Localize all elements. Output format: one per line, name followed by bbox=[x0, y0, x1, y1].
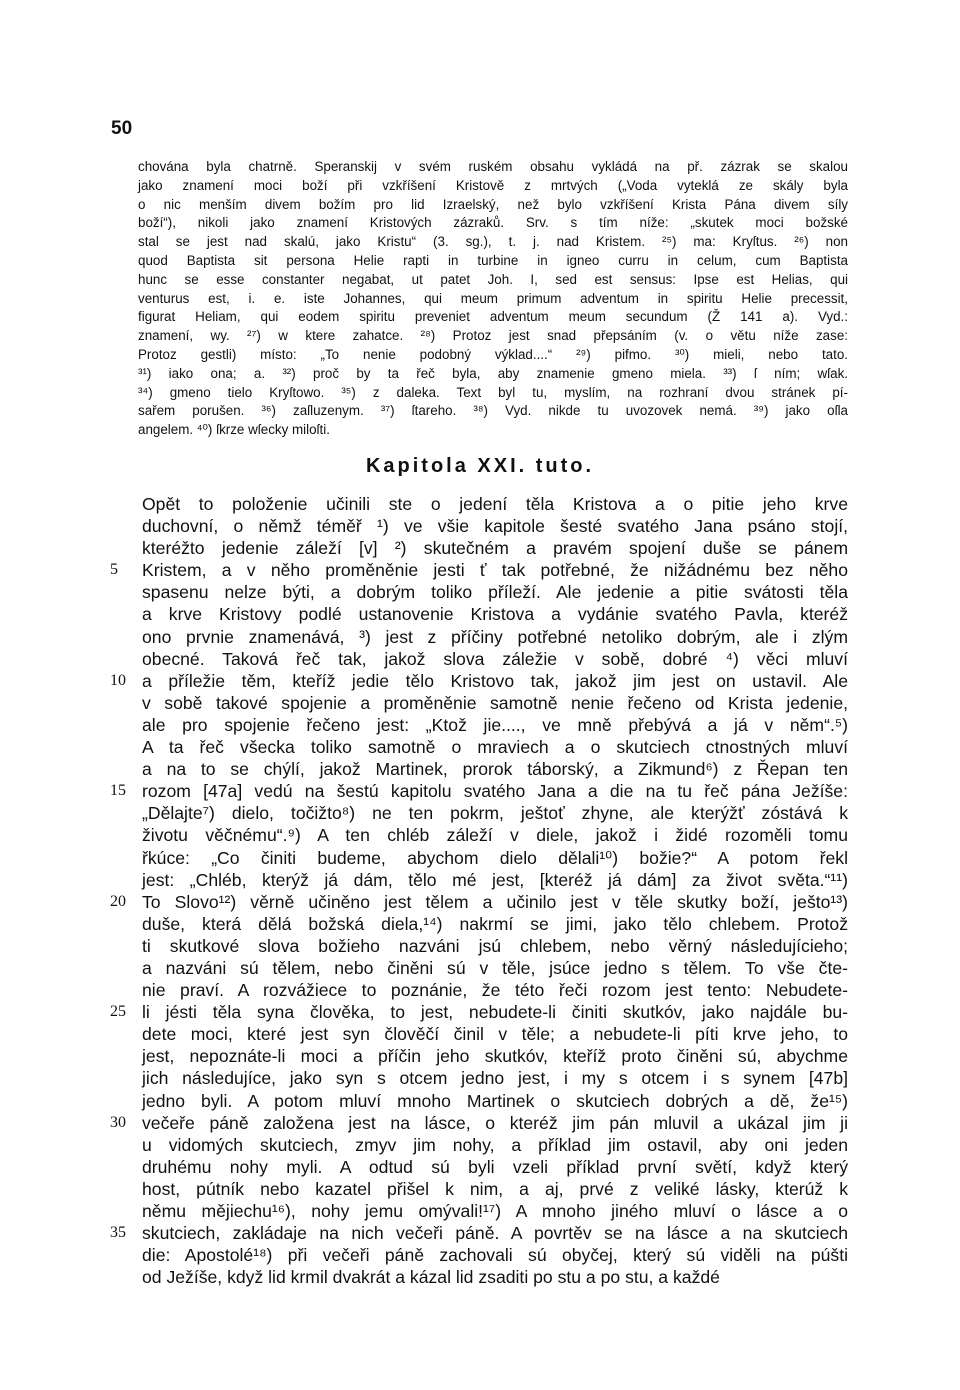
text-line bbox=[142, 1200, 848, 1222]
line-text: obecné. Taková řeč tak, jakož slova záležie v sobě, dobré ⁴) věci mluví bbox=[142, 648, 848, 669]
text-line bbox=[142, 824, 848, 846]
note-line: stal se jest nad skalú, jako Kristu“ (3. sg.), t. j. nad Kristem. ²⁵) ma: Kryſtus. ²⁶) non bbox=[138, 234, 848, 250]
note-line: quod Baptista sit persona Helie rapti in turbine in igneo curru in celum, cum Baptista bbox=[138, 252, 848, 268]
line-text: ti skutkové slova božieho nazváni jsú chlebem, nebo věrný následujícieho; bbox=[142, 935, 848, 956]
note-line: znamení, wy. ²⁷) w ktere zahatce. ²⁸) Protoz jest snad přepsáním (v. o větu níže zase: bbox=[138, 328, 848, 344]
note-line: venturus est, i. e. iste Johannes, qui meum primum adventum in spiritu Helie precessit, bbox=[138, 290, 848, 306]
line-text: a příležie těm, kteříž jedie tělo Kristovo tak, jakož jim jest on ustavil. Ale bbox=[142, 670, 848, 691]
text-line bbox=[142, 1266, 848, 1288]
text-line bbox=[142, 714, 848, 736]
line-text: a krve Kristovy podlé ustanovenie Kristova a vydánie svatého Pavla, kteréž bbox=[142, 604, 848, 625]
text-line bbox=[142, 913, 848, 935]
text-line bbox=[142, 935, 848, 957]
text-line bbox=[142, 869, 848, 891]
line-text: němu mějiechu¹⁶), nohy jemu omývali!¹⁷) A mnoho jiného mluví o lásce a o bbox=[142, 1201, 848, 1221]
note-line: chována byla chatrně. Speranskij v svém ruském obsahu vykládá na př. zázrak se skalou bbox=[138, 159, 848, 174]
note-line: figurat Heliam, qui eodem spiritu preveniet adventum meum secundum (Ž 141 a). Vyd.: bbox=[138, 309, 848, 325]
line-text: druhému nohy myli. A odtud sú byli vzeli příklad první světí, když který bbox=[142, 1156, 848, 1177]
line-text: řkúce: „Co činiti budeme, abychom dielo dělali¹⁰) božie?“ A potom řekl bbox=[142, 847, 848, 868]
line-text: ono prvnie znamenává, ³) jest z příčiny potřebné netoliko dobrým, ale i zlým bbox=[142, 626, 848, 647]
page-number: 50 bbox=[111, 118, 133, 139]
text-line bbox=[142, 1045, 848, 1067]
line-text: a na to se chýlí, jakož Martinek, prorok táborský, a Zikmund⁶) z Řepan ten bbox=[142, 759, 848, 780]
note-line: ³⁴) gmeno tielo Kryſtowo. ³⁵) z daleka. Text byl tu, myslím, na rozhraní dvou stránek pí- bbox=[138, 384, 848, 400]
text-line bbox=[142, 626, 848, 648]
note-line: o nic menším divem božím pro lid Izraelský, než bylo vzkříšení Krista Pána divem síly bbox=[138, 196, 848, 212]
footnotes-block bbox=[138, 158, 848, 440]
line-text: Kristem, a v něho proměněnie jesti ť tak potřebné, že nižádnému bez něho bbox=[142, 560, 848, 581]
text-line bbox=[110, 780, 848, 802]
note-line: jako znamení moci boží při vzkříšení Kristově z mrtvých („Voda vyteklá ze skály byla bbox=[138, 177, 848, 193]
line-text: Opět to položenie učinili ste o jedení těla Kristova a o pitie jeho krve bbox=[142, 494, 848, 514]
line-number: 20 bbox=[110, 892, 126, 910]
note-line: sařem porušen. ³⁶) zaſluzenym. ³⁷) ſtareho. ³⁸) Vyd. nikde tu uvozovek nemá. ³⁹) jako oſla bbox=[138, 403, 848, 419]
text-line bbox=[110, 559, 848, 581]
text-line bbox=[142, 581, 848, 603]
line-text: die: Apostolé¹⁸) při večeři páně zachovali sú obyčej, který sú viděli na púšti bbox=[142, 1245, 848, 1266]
text-line bbox=[142, 493, 848, 515]
note-line: angelem. ⁴⁰) ſkrze wſecky miloſti. bbox=[138, 422, 330, 438]
line-text: rozom [47a] vedú na šestú kapitolu svatého Jana a die na tu řeč pána Ježíše: bbox=[142, 781, 848, 802]
line-text: jedno byli. A potom mluví mnoho Martinek o skutciech dobrých a dě, že¹⁵) bbox=[142, 1090, 848, 1111]
line-text: A ta řeč všecka toliko samotně o mraviech a o skutciech ctnostných mluví bbox=[142, 737, 848, 758]
text-line bbox=[110, 1001, 848, 1023]
text-line bbox=[142, 648, 848, 670]
text-line bbox=[142, 1244, 848, 1266]
line-text: duchovní, o němž téměř ¹) ve všie kapitole šesté svatého Jana psáno stojí, bbox=[142, 516, 848, 537]
line-number: 15 bbox=[110, 782, 126, 800]
text-line bbox=[142, 1067, 848, 1089]
line-text: skutciech, zakládaje na nich večeři páně. A povrtěv se na lásce a na skutciech bbox=[142, 1223, 848, 1244]
text-line bbox=[142, 1090, 848, 1112]
line-text: v sobě takové spojenie a proměněnie samotně nenie řečeno od Krista jedenie, bbox=[142, 692, 848, 713]
line-text: li jésti těla syna člověka, to jest, nebudete-li činiti skutkóv, jako najdále bu- bbox=[142, 1002, 848, 1023]
line-text: duše, která dělá božská diela,¹⁴) nakrmí se jimi, jako tělo chlebem. Protož bbox=[142, 913, 848, 934]
line-text: spasenu nelze býti, a dobrým toliko příleží. Ale jedenie a pitie svátosti těla bbox=[142, 582, 848, 603]
line-text: nie praví. A rozvážiece to poznánie, že této řeči rozom jest tento: Nebudete- bbox=[142, 980, 848, 1001]
line-number: 30 bbox=[110, 1113, 126, 1131]
text-line bbox=[142, 1178, 848, 1200]
note-line: hunc se esse constanter negabat, ut patet Joh. I, sed est sensus: Ipse est Helias, qui bbox=[138, 271, 848, 287]
line-number: 10 bbox=[110, 671, 126, 689]
text-line bbox=[110, 670, 848, 692]
text-line bbox=[142, 1134, 848, 1156]
note-line: ³¹) iako ona; a. ³²) proč by ta řeč byla, aby znamenie gmeno miela. ³³) ſ ním; wſak. bbox=[138, 365, 848, 381]
text-line bbox=[142, 603, 848, 625]
text-line bbox=[142, 1023, 848, 1045]
text-line bbox=[142, 515, 848, 537]
line-text: To Slovo¹²) věrně učiněno jest tělem a učinilo jest v těle skutky boží, ješto¹³) bbox=[142, 891, 848, 912]
text-line bbox=[142, 802, 848, 824]
text-line bbox=[142, 758, 848, 780]
line-text: večeře páně založena jest na lásce, o kteréž jim pán mluvil a ukázal jim ji bbox=[142, 1112, 848, 1133]
text-line bbox=[142, 979, 848, 1001]
line-text: kteréžto jedenie záleží [v] ²) skutečném a pravém spojení duše se pánem bbox=[142, 538, 848, 559]
text-line bbox=[142, 957, 848, 979]
main-text-block bbox=[110, 493, 848, 1288]
line-number: 25 bbox=[110, 1003, 126, 1021]
text-line bbox=[142, 692, 848, 714]
line-text: jest, nepoznáte-li moci a příčin jeho skutkóv, kteříž proto činěni sú, abychme bbox=[142, 1046, 848, 1067]
line-text: „Dělajte⁷) dielo, točižto⁸) ne ten pokrm, ještoť zhyne, ale kterýžť zóstává k bbox=[142, 803, 848, 824]
line-text: a nazváni sú tělem, nebo činěni sú v těle, jsúce jedno s tělem. To vše čte- bbox=[142, 957, 848, 978]
text-line bbox=[142, 847, 848, 869]
line-number: 35 bbox=[110, 1224, 126, 1242]
line-text: životu věčnému“.⁹) A ten chléb záleží v diele, jakož i židé rozoměli tomu bbox=[142, 825, 848, 846]
line-text: dete moci, které jest syn člověčí činil v těle; a nebudete-li píti krve jeho, to bbox=[142, 1024, 848, 1045]
line-text: jest: „Chléb, kterýž já dám, tělo mé jest, [kteréž já dám] za život světa.“¹¹) bbox=[142, 869, 848, 890]
note-line: Protoz gestli) místo: „To nenie podobný výklad....“ ²⁹) pifmo. ³⁰) mieli, nebo tato. bbox=[138, 346, 848, 362]
chapter-title: Kapitola XXI. tuto. bbox=[365, 455, 595, 477]
text-line bbox=[110, 891, 848, 913]
line-text: ale pro spojenie řečeno jest: „Ktož jie...., ve mně přebývá a já v něm“.⁵) bbox=[142, 714, 848, 735]
text-line bbox=[142, 736, 848, 758]
text-line bbox=[110, 1112, 848, 1134]
line-text: od Ježíše, když lid krmil dvakrát a kázal lid zsaditi po stu a po stu, a každé bbox=[142, 1267, 720, 1288]
line-text: host, pútník nebo kazatel přišel k nim, a aj, prvé z veliké lásky, kterúž k bbox=[142, 1178, 848, 1199]
line-text: u vidomých skutciech, zmyv jim nohy, a příklad jim ostavil, aby oni jeden bbox=[142, 1134, 848, 1155]
note-line: boží“), nikoli jako znamení Kristových zázraků. Srv. s tím níže: „skutek moci božské bbox=[138, 215, 848, 231]
text-line bbox=[110, 1222, 848, 1244]
line-number: 5 bbox=[110, 561, 118, 579]
text-line bbox=[142, 1156, 848, 1178]
text-line bbox=[142, 537, 848, 559]
line-text: jich následujíce, jako syn s otcem jedno jest, i my s otcem i s synem [47b] bbox=[142, 1068, 848, 1089]
